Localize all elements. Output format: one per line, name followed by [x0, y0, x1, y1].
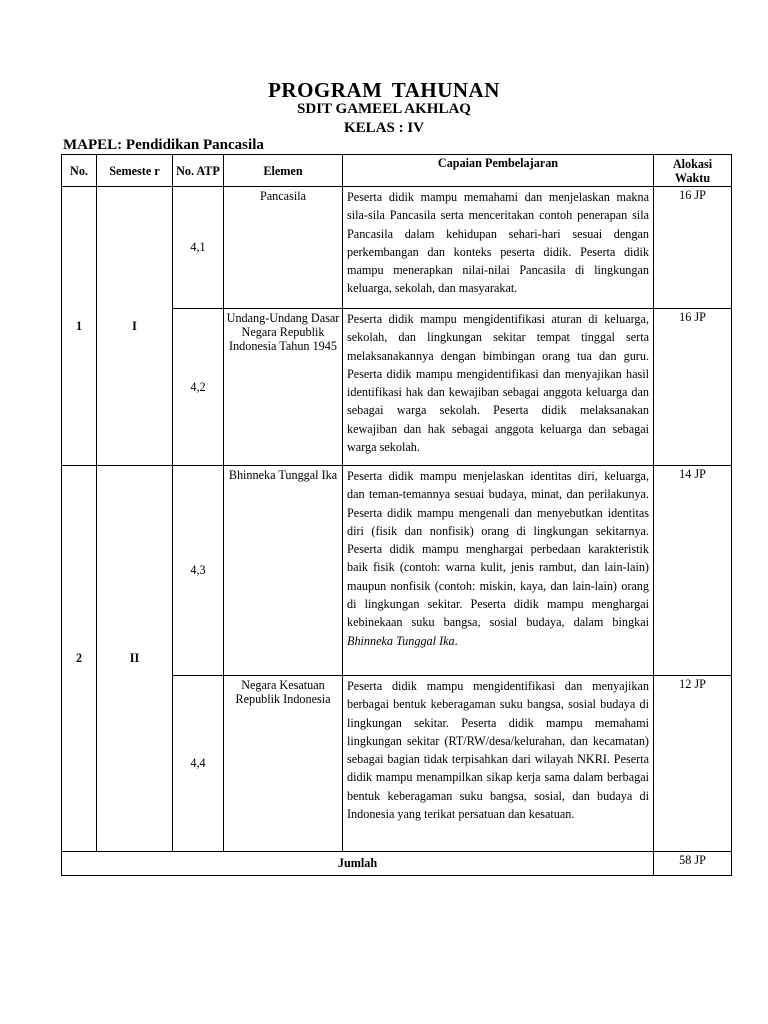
capaian-cell: Peserta didik mampu mengidentifikasi dan menyajikan berbagai bentuk keberagaman suku bangsa, sosial budaya di lingkungan sekitar. Peserta didik mampu memahami lingkungan sekitar (RT/RW/desa/kelurahan, dan kecamatan) sebagai bagian tidak terpisahkan dari wilayah NKRI. Peserta didik mampu menampilkan sikap kerja sama dalam berbagai bentuk keberagaman suku bangsa, sosial, dan budaya di Indonesia yang terikat persatuan dan kesatuan.: [343, 676, 654, 852]
capaian-text: Peserta didik mampu menjelaskan identitas diri, keluarga, dan teman-temannya sesuai budaya, minat, dan perilakunya. Peserta didik mampu mengenali dan menyebutkan identitas diri (fisik dan nonfisik) orang di lingkungan sekitarnya. Peserta didik mampu menghargai perbedaan karakteristik baik fisik (contoh: warna kulit, jenis rambut, dan lain-lain) maupun nonfisik (contoh: miskin, kaya, dan lain-lain) orang di lingkungan sekitar. Peserta didik mampu menghargai kebinekaan suku bangsa, sosial budaya, dalam bingkai: [347, 469, 649, 630]
school-name: SDIT GAMEEL AKHLAQ: [297, 101, 471, 117]
alokasi-cell: 16 JP: [654, 187, 732, 309]
alokasi-cell: 14 JP: [654, 466, 732, 676]
semester-cell: II: [97, 466, 173, 852]
capaian-cell: Peserta didik mampu mengidentifikasi aturan di keluarga, sekolah, dan lingkungan sekitar tempat tinggal serta melaksanakannya dengan bimbingan orang tua dan guru. Peserta didik mampu mengidentifikasi dan menyajikan hasil identifikasi hak dan kewajiban sebagai anggota keluarga dan sebagai warga sekolah. Peserta didik melaksanakan kewajiban dan hak sebagai anggota keluarga dan sebagai warga sekolah.: [343, 309, 654, 466]
capaian-cell: Peserta didik mampu memahami dan menjelaskan makna sila-sila Pancasila serta menceritakan contoh penerapan sila Pancasila dalam kehidupan sehari-hari sesuai dengan perkembangan dan konteks peserta didik. Peserta didik mampu menerapkan nilai-nilai Pancasila di lingkungan keluarga, sekolah, dan masyarakat.: [343, 187, 654, 309]
atp-number: 4,3: [173, 466, 224, 676]
alokasi-cell: 16 JP: [654, 309, 732, 466]
elemen-cell: Negara Kesatuan Republik Indonesia: [224, 676, 343, 852]
atp-number: 4,1: [173, 187, 224, 309]
header-elemen: Elemen: [224, 155, 343, 187]
elemen-cell: Undang-Undang Dasar Negara Republik Indonesia Tahun 1945: [224, 309, 343, 466]
table-row: [62, 466, 732, 676]
document-title: PROGRAM TAHUNAN: [268, 78, 500, 102]
elemen-cell: Pancasila: [224, 187, 343, 309]
row-number: 2: [62, 466, 97, 852]
semester-cell: I: [97, 187, 173, 466]
capaian-end: .: [454, 633, 458, 648]
atp-number: 4,4: [173, 676, 224, 852]
alokasi-cell: 12 JP: [654, 676, 732, 852]
class-label: KELAS : IV: [343, 120, 425, 136]
total-value: 58 JP: [654, 852, 732, 876]
total-row: [62, 852, 732, 876]
subject-label: MAPEL: Pendidikan Pancasila: [63, 137, 264, 153]
header-semester: Semeste r: [97, 155, 173, 187]
capaian-italic-text: Bhinneka Tunggal Ika: [347, 633, 455, 648]
table-row: [62, 187, 732, 309]
elemen-cell: Bhinneka Tunggal Ika: [224, 466, 343, 676]
header-no: No.: [62, 155, 97, 187]
total-label: Jumlah: [62, 852, 654, 876]
header-alokasi: Alokasi Waktu: [654, 155, 732, 187]
capaian-cell: [343, 466, 654, 676]
atp-number: 4,2: [173, 309, 224, 466]
header-atp: No. ATP: [173, 155, 224, 187]
annual-program-table: [61, 154, 732, 876]
row-number: 1: [62, 187, 97, 466]
header-capaian: Capaian Pembelajaran: [343, 155, 654, 187]
